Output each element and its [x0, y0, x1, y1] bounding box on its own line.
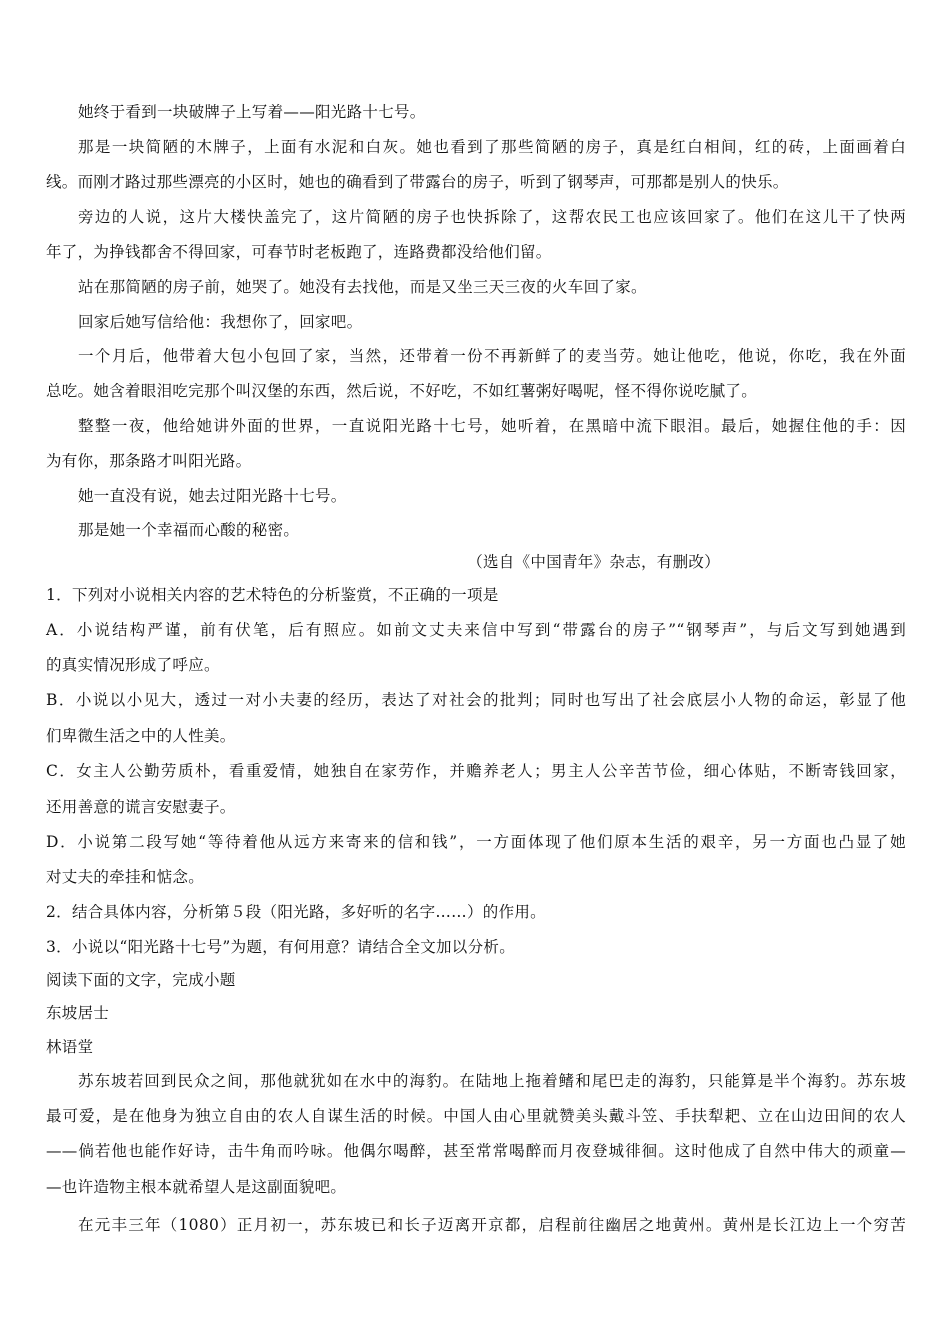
story-paragraph-7-line-1: 整整一夜，他给她讲外面的世界，一直说阳光路十七号，她听着，在黑暗中流下眼泪。最后，她握住他的手：因: [78, 417, 906, 435]
essay-paragraph-1-line-1: 苏东坡若回到民众之间，那他就犹如在水中的海豹。在陆地上拖着鳍和尾巴走的海豹，只能算是半个海豹。苏东坡: [78, 1072, 906, 1090]
essay-author: 林语堂: [46, 1038, 94, 1056]
reading-instruction: 阅读下面的文字，完成小题: [46, 971, 236, 989]
essay-paragraph-1-line-3: ——倘若他也能作好诗，击牛角而吟咏。他偶尔喝醉，甚至常常喝醉而月夜登城徘徊。这时他成了自然中伟大的顽童—: [46, 1142, 906, 1160]
story-paragraph-3-line-2: 年了，为挣钱都舍不得回家，可春节时老板跑了，连路费都没给他们留。: [46, 243, 552, 261]
story-paragraph-7-line-2: 为有你，那条路才叫阳光路。: [46, 452, 252, 470]
story-paragraph-9-line-1: 那是她一个幸福而心酸的秘密。: [78, 521, 300, 539]
story-paragraph-3-line-1: 旁边的人说，这片大楼快盖完了，这片简陋的房子也快拆除了，这帮农民工也应该回家了。他们在这儿干了快两: [78, 208, 906, 226]
option-c-line-2: 还用善意的谎言安慰妻子。: [46, 798, 236, 816]
story-paragraph-1-line-1: 她终于看到一块破牌子上写着——阳光路十七号。: [78, 103, 426, 121]
question-3: 3．小说以“阳光路十七号”为题，有何用意？请结合全文加以分析。: [46, 938, 516, 956]
source-note: （选自《中国青年》杂志，有删改）: [467, 553, 720, 571]
story-paragraph-2-line-1: 那是一块简陋的木牌子，上面有水泥和白灰。她也看到了那些简陋的房子，真是红白相间，红的砖，上面画着白: [78, 138, 906, 156]
question-1-stem: 1．下列对小说相关内容的艺术特色的分析鉴赏，不正确的一项是: [46, 586, 499, 604]
story-paragraph-6-line-2: 总吃。她含着眼泪吃完那个叫汉堡的东西，然后说，不好吃，不如红薯粥好喝呢，怪不得你说吃腻了。: [46, 382, 758, 400]
essay-paragraph-1-line-2: 最可爱，是在他身为独立自由的农人自谋生活的时候。中国人由心里就赞美头戴斗笠、手扶犁耙、立在山边田间的农人: [46, 1107, 906, 1125]
option-b-line-2: 们卑微生活之中的人性美。: [46, 727, 236, 745]
question-2: 2．结合具体内容，分析第５段（阳光路，多好听的名字……）的作用。: [46, 903, 546, 921]
essay-title: 东坡居士: [46, 1004, 110, 1022]
story-paragraph-5-line-1: 回家后她写信给他：我想你了，回家吧。: [78, 313, 363, 331]
story-paragraph-6-line-1: 一个月后，他带着大包小包回了家，当然，还带着一份不再新鲜了的麦当劳。她让他吃，他说，你吃，我在外面: [78, 347, 906, 365]
essay-paragraph-2-line-1: 在元丰三年（1080）正月初一，苏东坡已和长子迈离开京都，启程前往幽居之地黄州。黄州是长江边上一个穷苦: [78, 1216, 906, 1234]
story-paragraph-4-line-1: 站在那简陋的房子前，她哭了。她没有去找他，而是又坐三天三夜的火车回了家。: [78, 278, 647, 296]
option-b-line-1: B．小说以小见大，透过一对小夫妻的经历，表达了对社会的批判；同时也写出了社会底层小人物的命运，彰显了他: [46, 691, 906, 709]
option-a-line-1: A．小说结构严谨，前有伏笔，后有照应。如前文丈夫来信中写到“带露台的房子”“钢琴声”，与后文写到她遇到: [46, 621, 906, 639]
story-paragraph-2-line-2: 线。而刚才路过那些漂亮的小区时，她也的确看到了带露台的房子，听到了钢琴声，可那都是别人的快乐。: [46, 173, 789, 191]
option-d-line-1: D．小说第二段写她“等待着他从远方来寄来的信和钱”，一方面体现了他们原本生活的艰辛，另一方面也凸显了她: [46, 833, 906, 851]
option-c-line-1: C．女主人公勤劳质朴，看重爱情，她独自在家劳作，并赡养老人；男主人公辛苦节俭，细心体贴，不断寄钱回家，: [46, 762, 906, 780]
option-a-line-2: 的真实情况形成了呼应。: [46, 656, 220, 674]
story-paragraph-8-line-1: 她一直没有说，她去过阳光路十七号。: [78, 487, 347, 505]
essay-paragraph-1-line-4: —也许造物主根本就希望人是这副面貌吧。: [46, 1178, 347, 1196]
option-d-line-2: 对丈夫的牵挂和惦念。: [46, 868, 205, 886]
